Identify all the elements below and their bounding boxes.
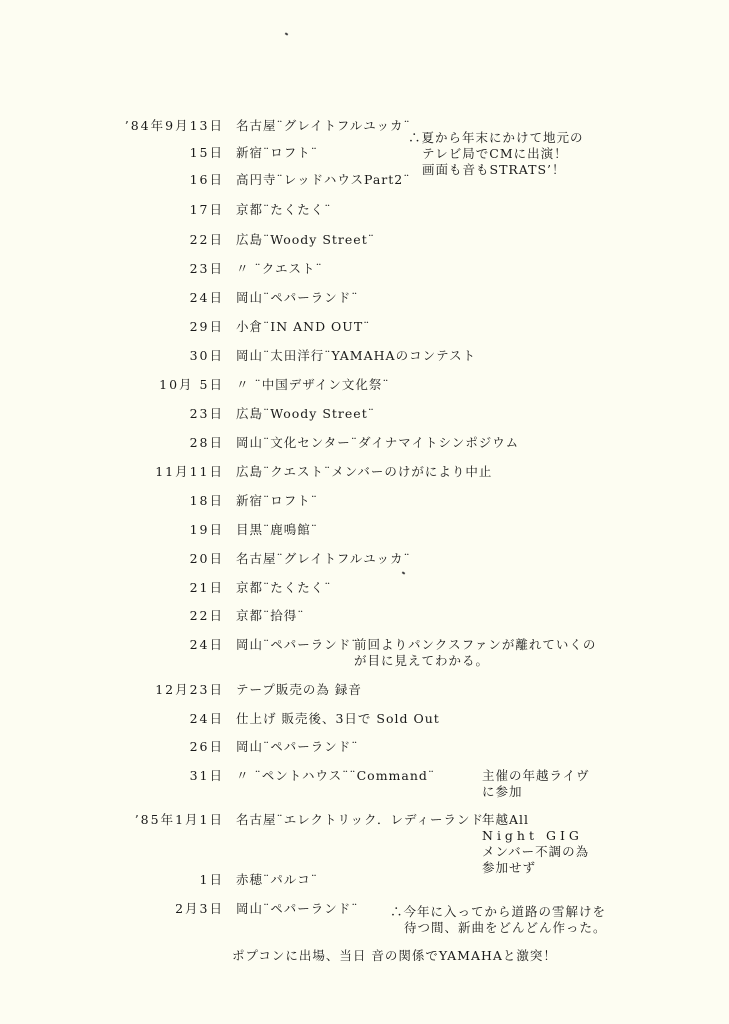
entry-venue: 岡山¨太田洋行¨YAMAHAのコンテスト <box>236 348 477 363</box>
entry-venue: 名古屋¨グレイトフルユッカ¨ <box>236 118 411 133</box>
note-line: 待つ間、新曲をどんどん作った。 <box>404 920 607 935</box>
schedule-entry <box>0 348 729 370</box>
entry-date: 28日 <box>189 435 224 450</box>
note-line: ∴今年に入ってから道路の雪解けを <box>390 904 607 919</box>
entry-date: ’85年1月1日 <box>134 812 224 827</box>
entry-venue: 京都¨たくたく¨ <box>236 202 332 217</box>
entry-date: 21日 <box>189 580 224 595</box>
note-line: ∴夏から年末にかけて地元の <box>408 130 584 145</box>
entry-date: 18日 <box>189 493 224 508</box>
schedule-entry <box>0 435 729 457</box>
entry-date: 24日 <box>189 711 224 726</box>
note-line: に参加 <box>482 784 523 799</box>
schedule-entry <box>0 711 729 733</box>
entry-venue: 京都¨たくたく¨ <box>236 580 332 595</box>
schedule-entry <box>0 377 729 399</box>
schedule-entry <box>0 172 729 194</box>
entry-date: 26日 <box>189 739 224 754</box>
entry-date: 22日 <box>189 232 224 247</box>
schedule-entry <box>0 290 729 312</box>
schedule-entry <box>0 319 729 341</box>
schedule-entry <box>0 872 729 894</box>
entry-date: 20日 <box>189 551 224 566</box>
entry-date: 30日 <box>189 348 224 363</box>
note-line: テレビ局でCMに出演！ <box>422 146 568 161</box>
schedule-entry <box>0 580 729 602</box>
schedule-entry <box>0 464 729 486</box>
entry-date: ’84年9月13日 <box>124 118 224 133</box>
note-line: 前回よりパンクスファンが離れていくの <box>354 637 597 652</box>
schedule-entry <box>0 551 729 573</box>
entry-venue: 広島¨Woody Street¨ <box>236 232 375 247</box>
entry-venue: 岡山¨ペパーランド¨ <box>236 290 359 305</box>
entry-date: 16日 <box>189 172 224 187</box>
entry-venue: 岡山¨ペパーランド¨ <box>236 637 359 652</box>
entry-date: 12月23日 <box>155 682 224 697</box>
entry-date: 17日 <box>189 202 224 217</box>
note-line: が目に見えてわかる。 <box>354 653 490 668</box>
note-line: 画面も音もSTRATS’！ <box>422 162 566 177</box>
note-feb <box>390 904 607 936</box>
schedule-entry <box>0 493 729 515</box>
schedule-entry <box>0 522 729 544</box>
note-new-year-gig <box>482 812 589 876</box>
entry-date: 1日 <box>199 872 224 887</box>
paper-speck <box>285 32 289 35</box>
note-punk-fans <box>354 637 596 669</box>
entry-date: 22日 <box>189 608 224 623</box>
note-line: 参加せず <box>482 860 537 875</box>
entry-venue: 京都¨拾得¨ <box>236 608 305 623</box>
entry-venue: 目黒¨鹿鳴館¨ <box>236 522 319 537</box>
entry-venue: 新宿¨ロフト¨ <box>236 145 319 160</box>
entry-venue: 岡山¨ペパーランド¨ <box>236 901 359 916</box>
entry-date: 31日 <box>189 768 224 783</box>
entry-date: 29日 <box>189 319 224 334</box>
schedule-entry <box>0 608 729 630</box>
entry-venue: 赤穂¨パルコ¨ <box>236 872 319 887</box>
schedule-entry <box>0 768 729 790</box>
note-line: メンバー不調の為 <box>482 844 590 859</box>
entry-venue: 仕上げ 販売後、3日で Sold Out <box>236 711 440 726</box>
entry-date: 15日 <box>189 145 224 160</box>
note-new-year-eve <box>482 768 590 800</box>
schedule-entry <box>0 261 729 283</box>
entry-date: 24日 <box>189 637 224 652</box>
entry-venue: 〃 ¨中国デザイン文化祭¨ <box>236 377 390 392</box>
note-summer-tv <box>408 130 584 178</box>
entry-date: 23日 <box>189 406 224 421</box>
entry-venue: 岡山¨文化センター¨ダイナマイトシンポジウム <box>236 435 520 450</box>
note-line: 主催の年越ライヴ <box>482 768 590 783</box>
entry-venue: 〃 ¨クエスト¨ <box>236 261 323 276</box>
schedule-entry <box>0 682 729 704</box>
entry-venue: 名古屋¨グレイトフルユッカ¨ <box>236 551 411 566</box>
entry-venue: 〃 ¨ペントハウス¨¨Command¨ <box>236 768 436 783</box>
entry-date: 19日 <box>189 522 224 537</box>
schedule-entry <box>0 739 729 761</box>
entry-date: 2月3日 <box>175 901 224 916</box>
entry-venue: 名古屋¨エレクトリック．レディーランド¨ <box>236 812 492 827</box>
entry-date: 10月 5日 <box>159 377 224 392</box>
entry-venue: 高円寺¨レッドハウスPart2¨ <box>236 172 411 187</box>
entry-venue: 広島¨クエスト¨メンバーのけがにより中止 <box>236 464 493 479</box>
schedule-entry <box>0 901 729 923</box>
schedule-entry <box>0 202 729 224</box>
note-line: 年越All <box>482 812 530 827</box>
entry-venue: 広島¨Woody Street¨ <box>236 406 375 421</box>
entry-date: 23日 <box>189 261 224 276</box>
schedule-entry <box>0 812 729 834</box>
note-line: Night GIG <box>482 828 583 843</box>
schedule-entry <box>0 232 729 254</box>
schedule-entry <box>0 118 729 140</box>
schedule-entry <box>0 145 729 167</box>
footer-note: ポプコンに出場、当日 音の関係でYAMAHAと激突！ <box>232 948 557 963</box>
entry-venue: 小倉¨IN AND OUT¨ <box>236 319 371 334</box>
entry-venue: 新宿¨ロフト¨ <box>236 493 319 508</box>
entry-venue: テープ販売の為 録音 <box>236 682 362 697</box>
entry-date: 11月11日 <box>155 464 224 479</box>
entry-venue: 岡山¨ペパーランド¨ <box>236 739 359 754</box>
schedule-entry <box>0 406 729 428</box>
entry-date: 24日 <box>189 290 224 305</box>
